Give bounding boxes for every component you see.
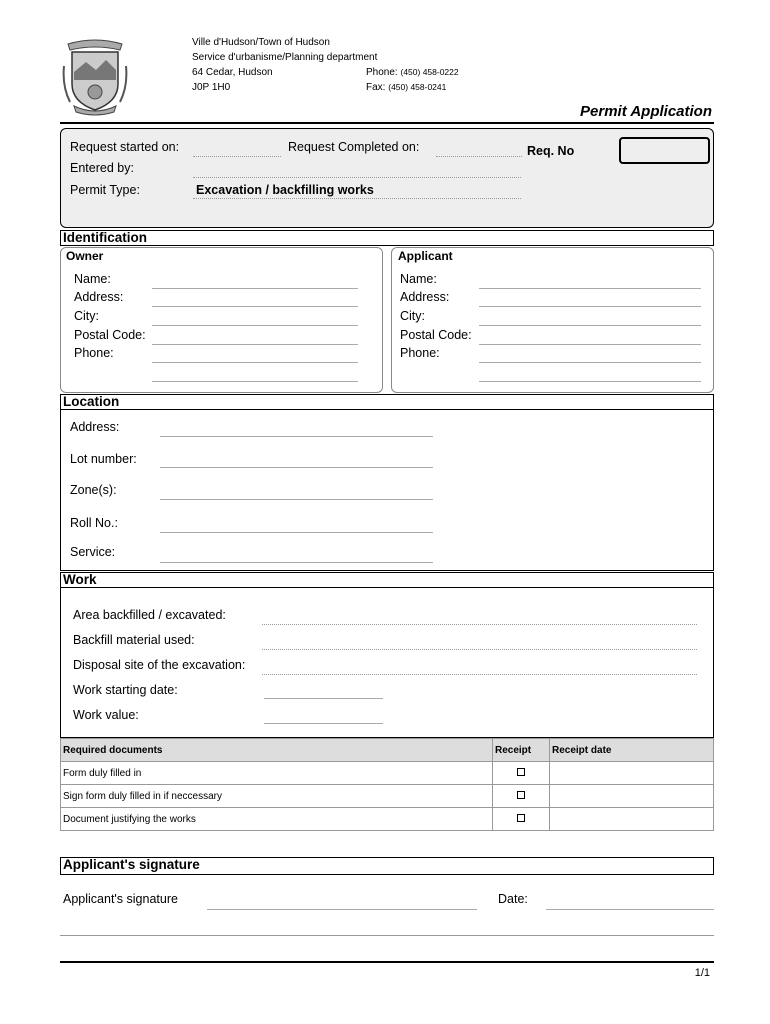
permit-type-label: Permit Type:	[70, 183, 140, 197]
signature-date-field[interactable]	[546, 909, 714, 910]
roll-number-field[interactable]	[160, 532, 433, 533]
permit-type-underline	[193, 198, 521, 199]
table-header-row	[61, 739, 714, 762]
receipt-date-cell[interactable]	[550, 808, 714, 831]
document-name: Sign form duly filled in if neccessary	[61, 785, 493, 808]
receipt-checkbox[interactable]	[517, 814, 525, 822]
fax-number: (450) 458-0241	[388, 82, 447, 92]
request-started-label: Request started on:	[70, 140, 180, 154]
owner-title: Owner	[66, 249, 104, 263]
applicant-address-field[interactable]	[479, 306, 701, 307]
applicant-address-label: Address:	[400, 290, 450, 304]
work-start-label: Work starting date:	[73, 683, 178, 697]
service-label: Service:	[70, 545, 116, 559]
applicant-city-field[interactable]	[479, 325, 701, 326]
owner-phone-label: Phone:	[74, 346, 114, 360]
backfill-material-label: Backfill material used:	[73, 633, 195, 647]
request-started-field[interactable]	[193, 156, 281, 157]
location-address-field[interactable]	[160, 436, 433, 437]
phone-number: (450) 458-0222	[400, 67, 459, 77]
owner-extra-field[interactable]	[152, 381, 358, 382]
lot-number-field[interactable]	[160, 467, 433, 468]
receipt-cell	[493, 808, 550, 831]
table-row	[61, 785, 714, 808]
owner-name-field[interactable]	[152, 288, 358, 289]
signature-label: Applicant's signature	[63, 892, 178, 906]
receipt-cell	[493, 762, 550, 785]
applicant-title: Applicant	[398, 249, 453, 263]
owner-address-field[interactable]	[152, 306, 358, 307]
applicant-box	[391, 247, 714, 393]
disposal-site-label: Disposal site of the excavation:	[73, 658, 246, 672]
owner-address-label: Address:	[74, 290, 124, 304]
signature-divider	[60, 935, 714, 936]
service-field[interactable]	[160, 562, 433, 563]
applicant-phone-field[interactable]	[479, 362, 701, 363]
req-no-label: Req. No	[527, 144, 575, 158]
disposal-site-field[interactable]	[262, 674, 697, 675]
entered-by-label: Entered by:	[70, 161, 134, 175]
header-postal-code: J0P 1H0	[192, 82, 231, 93]
location-address-label: Address:	[70, 420, 120, 434]
town-crest-logo	[60, 36, 130, 116]
header-receipt: Receipt	[493, 739, 550, 762]
header-receipt-date: Receipt date	[550, 739, 714, 762]
signature-section-title: Applicant's signature	[60, 857, 714, 875]
table-row	[61, 762, 714, 785]
request-completed-label: Request Completed on:	[288, 140, 420, 154]
table-row	[61, 808, 714, 831]
document-name: Form duly filled in	[61, 762, 493, 785]
page-number: 1/1	[694, 967, 710, 979]
required-documents-table	[60, 738, 714, 831]
entered-by-field[interactable]	[193, 177, 521, 178]
zone-field[interactable]	[160, 499, 433, 500]
applicant-postal-label: Postal Code:	[400, 328, 472, 342]
header-town: Ville d'Hudson/Town of Hudson	[192, 37, 330, 48]
signature-field[interactable]	[207, 909, 477, 910]
req-no-field[interactable]	[619, 137, 710, 164]
phone-label: Phone:	[366, 67, 398, 78]
applicant-postal-field[interactable]	[479, 344, 701, 345]
receipt-date-cell[interactable]	[550, 785, 714, 808]
header-phone	[366, 65, 459, 80]
work-start-field[interactable]	[264, 698, 383, 699]
identification-section-title: Identification	[60, 230, 714, 246]
receipt-cell	[493, 785, 550, 808]
owner-city-label: City:	[74, 309, 99, 323]
applicant-phone-label: Phone:	[400, 346, 440, 360]
permit-type-value: Excavation / backfilling works	[196, 183, 374, 197]
area-label: Area backfilled / excavated:	[73, 608, 226, 622]
work-section-title: Work	[60, 572, 714, 588]
owner-name-label: Name:	[74, 272, 111, 286]
applicant-city-label: City:	[400, 309, 425, 323]
signature-date-label: Date:	[498, 892, 528, 906]
fax-label: Fax:	[366, 82, 386, 93]
owner-phone-field[interactable]	[152, 362, 358, 363]
owner-city-field[interactable]	[152, 325, 358, 326]
receipt-checkbox[interactable]	[517, 791, 525, 799]
lot-number-label: Lot number:	[70, 452, 137, 466]
work-value-label: Work value:	[73, 708, 139, 722]
owner-postal-label: Postal Code:	[74, 328, 146, 342]
zone-label: Zone(s):	[70, 483, 117, 497]
document-name: Document justifying the works	[61, 808, 493, 831]
owner-postal-field[interactable]	[152, 344, 358, 345]
footer-divider	[60, 961, 714, 963]
header-required-documents: Required documents	[61, 739, 493, 762]
applicant-extra-field[interactable]	[479, 381, 701, 382]
location-section-title: Location	[60, 394, 714, 410]
header-department: Service d'urbanisme/Planning department	[192, 52, 378, 63]
title-divider	[60, 122, 714, 124]
request-completed-field[interactable]	[436, 156, 522, 157]
work-value-field[interactable]	[264, 723, 383, 724]
roll-number-label: Roll No.:	[70, 516, 118, 530]
backfill-material-field[interactable]	[262, 649, 697, 650]
receipt-checkbox[interactable]	[517, 768, 525, 776]
header-fax	[366, 80, 446, 95]
applicant-name-label: Name:	[400, 272, 437, 286]
header-address: 64 Cedar, Hudson	[192, 67, 273, 78]
owner-box	[60, 247, 383, 393]
area-field[interactable]	[262, 624, 697, 625]
location-box	[60, 410, 714, 571]
receipt-date-cell[interactable]	[550, 762, 714, 785]
applicant-name-field[interactable]	[479, 288, 701, 289]
page-title: Permit Application	[580, 103, 712, 120]
